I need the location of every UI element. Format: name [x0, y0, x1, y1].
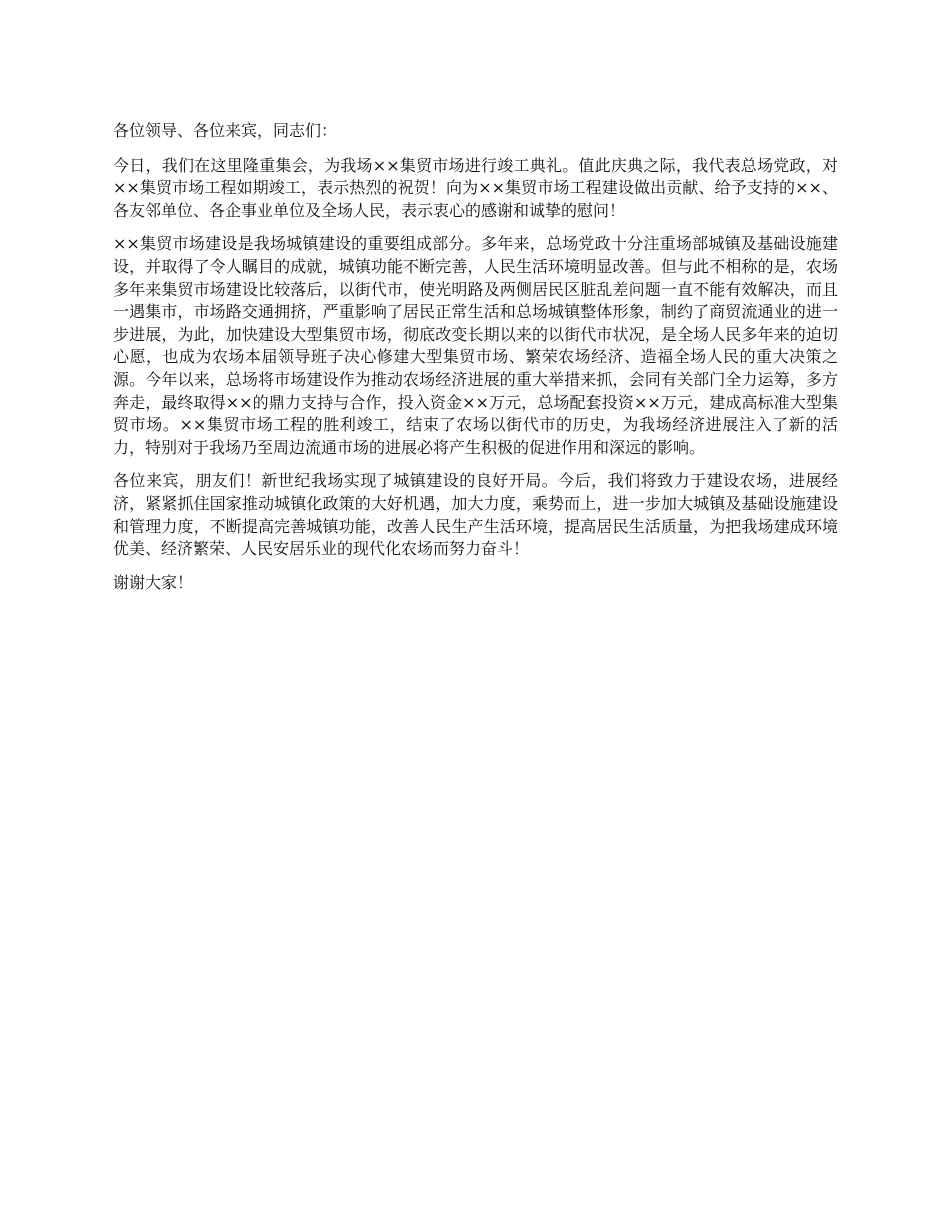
salutation: 各位领导、各位来宾，同志们： — [113, 121, 338, 140]
document-body — [113, 120, 838, 605]
paragraph-opening: 今日，我们在这里隆重集会，为我场××集贸市场进行竣工典礼。值此庆典之际，我代表总场党政，对××集贸市场工程如期竣工，表示热烈的祝贺！向为××集贸市场工程建设做出贡献、给予支持的××、各友邻单位、各企事业单位及全场人民，表示衷心的感谢和诚挚的慰问！ — [113, 155, 838, 220]
closing-thanks: 谢谢大家！ — [113, 572, 194, 592]
paragraph-future-outlook: 各位来宾，朋友们！新世纪我场实现了城镇建设的良好开局。今后，我们将致力于建设农场，进展经济，紧紧抓住国家推动城镇化政策的大好机遇，加大力度，乘势而上，进一步加大城镇及基础设施建设和管理力度，不断提高完善城镇功能，改善人民生产生活环境，提高居民生活质量，为把我场建成环境优美、经济繁荣、人民安居乐业的现代化农场而努力奋斗！ — [113, 471, 838, 559]
paragraph-market-construction: ××集贸市场建设是我场城镇建设的重要组成部分。多年来，总场党政十分注重场部城镇及基础设施建设，并取得了令人瞩目的成就，城镇功能不断完善，人民生活环境明显改善。但与此不相称的是，农场多年来集贸市场建设比较落后，以街代市，使光明路及两侧居民区脏乱差问题一直不能有效解决，而且一遇集市，市场路交通拥挤，严重影响了居民正常生活和总场城镇整体形象，制约了商贸流通业的进一步进展，为此，加快建设大型集贸市场，彻底改变长期以来的以街代市状况，是全场人民多年来的迫切心愿，也成为农场本届领导班子决心修建大型集贸市场、繁荣农场经济、造福全场人民的重大决策之源。今年以来，总场将市场建设作为推动农场经济进展的重大举措来抓，会同有关部门全力运筹，多方奔走，最终取得××的鼎力支持与合作，投入资金××万元，总场配套投资××万元，建成高标准大型集贸市场。××集贸市场工程的胜利竣工，结束了农场以街代市的历史，为我场经济进展注入了新的活力，特别对于我场乃至周边流通市场的进展必将产生积极的促进作用和深远的影响。 — [113, 234, 838, 457]
